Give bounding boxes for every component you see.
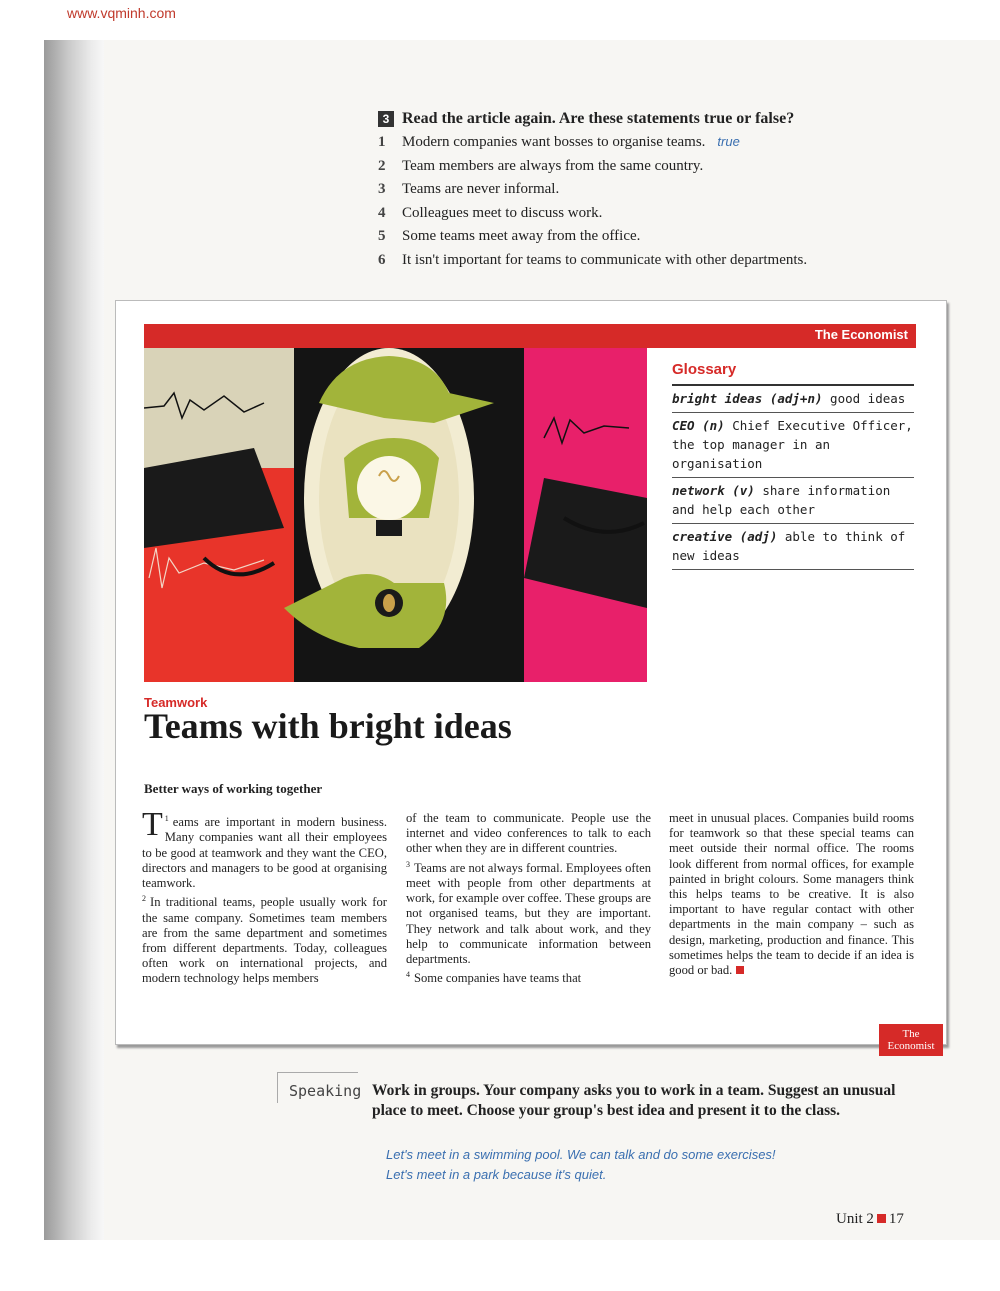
- article-kicker: Teamwork: [144, 695, 208, 710]
- article-column-3: [669, 811, 914, 978]
- book-gutter: [44, 40, 104, 1240]
- statement-item: 1 Modern companies want bosses to organise teams. true: [378, 134, 938, 158]
- paragraph-2: $^2$ In traditional teams, people usually work for the same company. Sometimes team members are from the same department and sometimes from different departments. Today, colleagues often work on international projects, and modern technology helps members: [142, 894, 387, 986]
- glossary: [672, 361, 914, 570]
- speaking-examples: [386, 1145, 776, 1185]
- paragraph-1: $^1$ T eams are important in modern business. Many companies want all their employees to be good at teamwork and they want the CEO, directors and managers to be good at organising teamwork.: [142, 806, 387, 890]
- glossary-title: Glossary: [672, 361, 914, 386]
- statement-item: 5 Some teams meet away from the office.: [378, 228, 641, 245]
- site-url[interactable]: www.vqminh.com: [67, 5, 176, 21]
- article-column-2: [406, 811, 651, 987]
- paragraph-4: $^4$ Some companies have teams that: [406, 970, 582, 986]
- statement-item: 6 It isn't important for teams to communicate with other departments.: [378, 251, 808, 268]
- article-column-1: [142, 806, 387, 987]
- exercise-heading: [378, 110, 938, 128]
- exercise-number: 3: [378, 111, 394, 127]
- exercise-3: [378, 110, 938, 276]
- glossary-item: creative (adj) able to think of new ideas: [672, 524, 914, 570]
- paragraph-3: $^3$ Teams are not always formal. Employees often meet with people from other departments at work, for example over coffee. These groups are not organised teams, but they are important. They network and talk about work, and they help to communicate information between departments.: [406, 859, 651, 967]
- page-number: 17: [888, 1211, 904, 1227]
- statement-list: [378, 134, 938, 276]
- article-box: [115, 300, 947, 1052]
- footer-square: [877, 1214, 886, 1223]
- teamwork-illustration: [144, 348, 647, 682]
- end-mark: [736, 966, 744, 974]
- economist-logo: The Economist: [879, 1024, 943, 1056]
- statement-item: 4 Colleagues meet to discuss work.: [378, 204, 603, 221]
- glossary-item: CEO (n) Chief Executive Officer, the top manager in an organisation: [672, 413, 914, 478]
- exercise-instruction: Read the article again. Are these statements true or false?: [402, 110, 795, 127]
- drop-cap: T: [142, 806, 163, 843]
- glossary-item: bright ideas (adj+n) good ideas: [672, 386, 914, 413]
- speaking-example: Let's meet in a park because it's quiet.: [386, 1167, 607, 1182]
- speaking-example: Let's meet in a swimming pool. We can talk and do some exercises!: [386, 1147, 776, 1162]
- article-subheadline: Better ways of working together: [144, 781, 323, 796]
- statement-item: 3 Teams are never informal.: [378, 181, 560, 198]
- source-bar: [144, 324, 916, 348]
- unit-label: Unit 2: [836, 1211, 874, 1227]
- statement-item: 2 Team members are always from the same country.: [378, 157, 704, 174]
- paragraph-2-cont: of the team to communicate. People use the internet and video conferences to talk to each other when they are in different countries.: [406, 811, 651, 856]
- answer-true: true: [717, 134, 740, 149]
- glossary-item: network (v) share information and help each other: [672, 478, 914, 524]
- source-label: The Economist: [814, 327, 908, 342]
- article-headline: Teams with bright ideas: [144, 706, 512, 746]
- speaking-instruction: Work in groups. Your company asks you to work in a team. Suggest an unusual place to meet. Choose your group's best idea and present it to the class.: [372, 1082, 896, 1119]
- page-footer: [836, 1211, 904, 1228]
- paragraph-4-cont: meet in unusual places. Companies build rooms for teamwork so that these special teams can meet outside their normal office. The rooms look different from normal offices, for example painted in bright colours. Some managers think this helps teams to be creative. It is also important to have regular contact with other departments in the main company – such as design, marketing, production and finance. This sometimes helps the team to decide if an idea is good or bad.: [669, 811, 914, 978]
- speaking-label: Speaking: [289, 1082, 362, 1100]
